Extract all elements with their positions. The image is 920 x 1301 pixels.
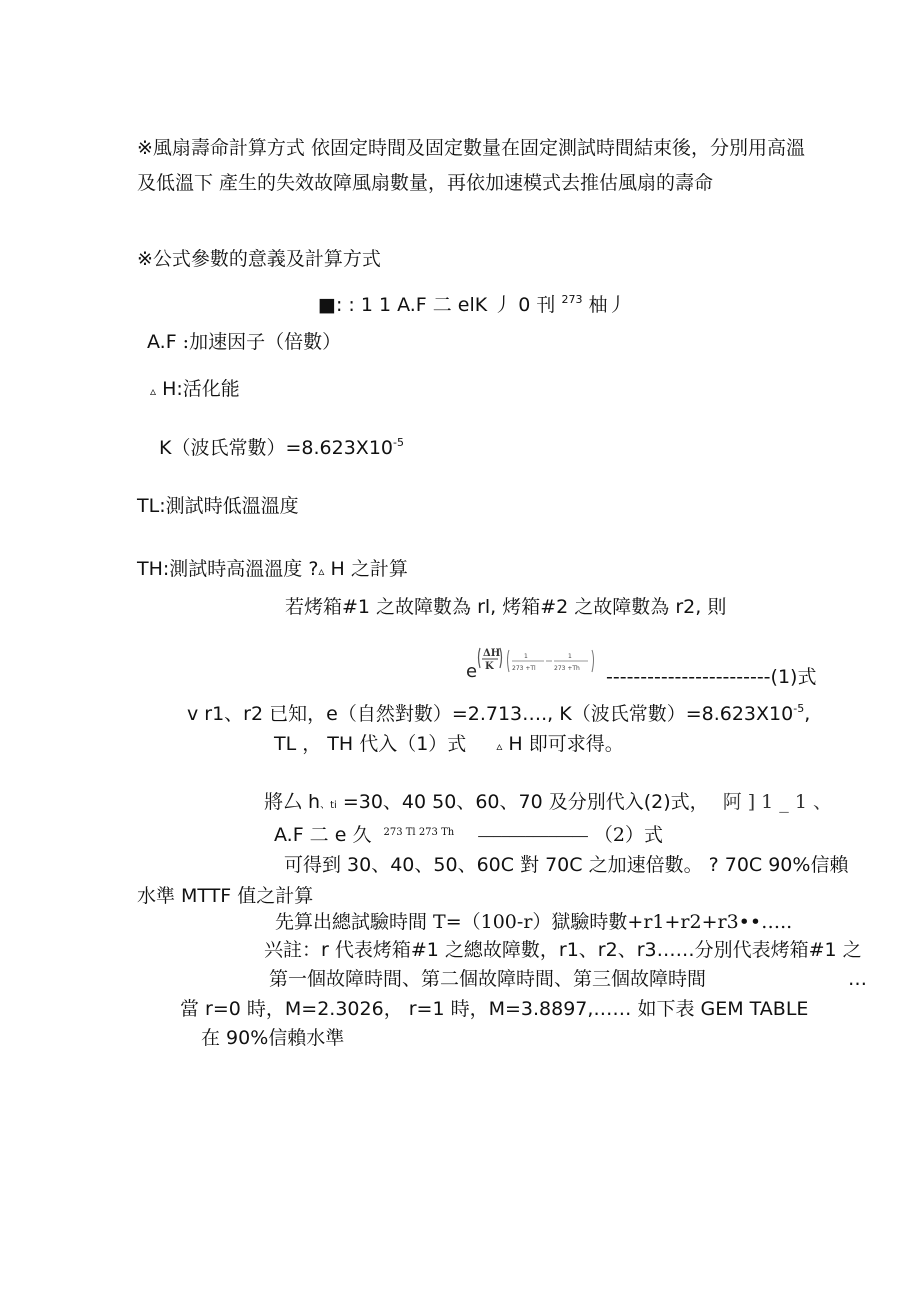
equation-1-label — [606, 664, 816, 690]
eq2-text: A.F 二 e 久 — [274, 824, 372, 846]
eq-term2-denominator: 273 +Th — [554, 665, 580, 672]
subst-text-b: =30、40 50、60、70 及分別代入(2)式， — [336, 791, 709, 813]
af-definition — [147, 329, 341, 355]
subst-text-a: 將厶 h — [264, 791, 321, 813]
acceleration-factor-line: 可得到 30、40、50、60C 對 70C 之加速倍數。 ? 70C 90%信賴 — [284, 854, 849, 876]
known-comma: , — [804, 703, 811, 725]
note-line-2: 第一個故障時間、第二個故障時間、第三個故障時間 — [269, 968, 707, 990]
mttf-heading: 水準 MTTF 值之計算 — [137, 885, 314, 907]
eq-frac-numerator: ΔH — [483, 648, 501, 659]
note-line-1: 兴註：r 代表烤箱#1 之總故障數，r1、r2、r3……分別代表烤箱#1 之 — [264, 939, 862, 961]
known-line2-rest: H 即可求得。 — [502, 733, 624, 755]
activation-energy-definition — [150, 376, 240, 404]
subst-subscript: 、ti — [320, 800, 337, 811]
th-text: TH:測試時高溫溫度 ? — [137, 558, 319, 580]
eq2-small-text: 273 Tl 273 Th — [383, 827, 455, 838]
confidence-level-line: 在 90%信賴水準 — [201, 1027, 345, 1049]
known-values-line-2 — [274, 731, 624, 759]
eq-term1-numerator: 1 — [524, 653, 528, 660]
eq-dashes: ------------------------ — [606, 666, 771, 688]
eq-term2-numerator: 1 — [568, 653, 572, 660]
parameters-heading: ※公式參數的意義及計算方式 — [137, 248, 381, 270]
known-exponent: -5 — [793, 702, 805, 715]
equation-1-image — [466, 642, 606, 682]
intro-line-1: ※風扇壽命計算方式 依固定時間及固定數量在固定測試時間結束後，分別用高溫 — [137, 137, 805, 159]
th-definition — [137, 556, 408, 584]
af-text: :加速因子（倍數） — [176, 331, 342, 353]
formula-part-b: 柚丿 — [588, 294, 627, 316]
known-text: v r1、r2 已知，e（自然對數）=2.713…., K（波氏常數）=8.623X10 — [187, 703, 794, 725]
known-values-line-1 — [187, 696, 810, 727]
oven-failure-statement: 若烤箱#1 之故障數為 rl, 烤箱#2 之故障數為 r2, 則 — [285, 596, 727, 618]
note-line-2-ellipsis: … — [848, 968, 867, 990]
th-rest: H 之計算 — [324, 558, 408, 580]
known-line2-text: TL ， TH 代入（1）式 — [274, 733, 467, 755]
k-exponent: -5 — [393, 436, 404, 449]
tl-definition: TL:測試時低溫溫度 — [137, 495, 299, 517]
eq-term1-denominator: 273 +Tl — [512, 665, 536, 672]
formula-part-a: ■: : 1 1 A.F 二 elK 丿 0 刊 — [318, 294, 556, 316]
eq-label: (1)式 — [770, 666, 817, 688]
garbled-formula — [318, 287, 627, 318]
eq-base-e: e — [466, 661, 478, 682]
delta-icon: ▵ — [496, 739, 503, 753]
boltzmann-constant-definition — [159, 430, 404, 461]
eq-left-paren-2 — [508, 650, 510, 672]
eq-left-paren — [479, 648, 481, 668]
k-prefix: K — [159, 437, 172, 459]
formula-superscript: 273 — [561, 293, 583, 306]
eq-right-paren-2 — [592, 650, 594, 672]
delta-icon: ▵ — [150, 384, 157, 398]
af-label: A.F — [147, 331, 177, 353]
equation-2-line — [274, 820, 663, 851]
eq-frac-denominator: K — [485, 661, 494, 672]
subst-text-c: 阿 ] 1 _ 1 、 — [722, 791, 832, 813]
eq2-dashes: ────────────── — [478, 830, 588, 845]
intro-line-2: 及低溫下 產生的失效故障風扇數量，再依加速模式去推估風扇的壽命 — [137, 172, 714, 194]
total-test-time-line: 先算出總試驗時間 T=（100-r）獄驗時數+r1+r2+r3••….. — [275, 911, 793, 933]
delta-icon: ▵ — [318, 564, 325, 578]
substitution-line — [264, 789, 832, 819]
eq2-label: （2）式 — [593, 824, 663, 846]
gem-table-line: 當 r=0 時，M=2.3026， r=1 時，M=3.8897,…… 如下表 GEM TABLE — [180, 998, 809, 1020]
eq-right-paren — [500, 648, 502, 668]
k-text: （波氏常數） — [171, 437, 286, 459]
k-value: =8.623X10 — [285, 437, 393, 459]
activation-energy-text: H:活化能 — [156, 378, 240, 400]
